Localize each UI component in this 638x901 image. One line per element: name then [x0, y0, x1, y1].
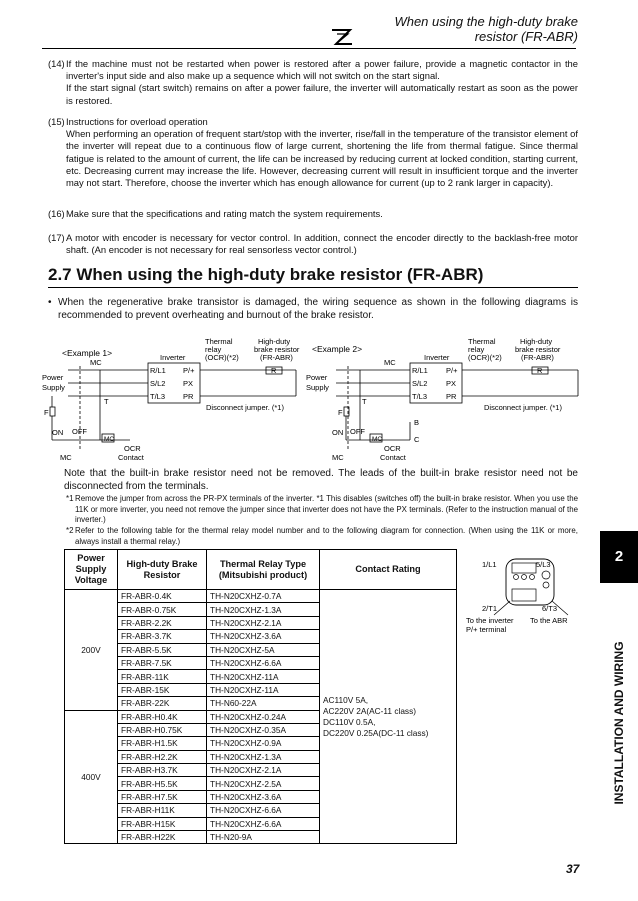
hd-label-1: High-duty	[258, 337, 291, 346]
terminal-5-l3: 5/L3	[536, 560, 551, 569]
paragraph-text: If the machine must not be restarted when power is restored after a power failure, provide a magnetic contactor in the inverter's input side and also make up a sequence which will not switch on the start signal.	[66, 58, 578, 82]
thermal-relay-cell: TH-N20CXHZ-0.35A	[207, 723, 320, 736]
jumper-label: Disconnect jumper. (*1)	[206, 403, 284, 412]
mc-coil-label: MC	[104, 436, 115, 443]
header-power-supply: Power Supply Voltage	[65, 550, 118, 590]
brake-resistor-cell: FR-ABR-11K	[118, 670, 207, 683]
rl1-label-2: R/L1	[412, 366, 428, 375]
hd-label-2: brake resistor	[254, 345, 300, 354]
chapter-side-label	[601, 590, 637, 855]
thermal-relay-cell: TH-N20CXHZ-11A	[207, 670, 320, 683]
brake-resistor-cell: FR-ABR-0.4K	[118, 590, 207, 603]
brake-resistor-cell: FR-ABR-H2.2K	[118, 750, 207, 763]
table-header-row	[65, 550, 457, 590]
px-label-2: PX	[446, 379, 457, 388]
pr-label-2: PR	[446, 392, 457, 401]
thermal-relay-cell: TH-N20-9A	[207, 831, 320, 844]
paragraph-number: (17)	[48, 232, 65, 243]
tl3-label-2: T/L3	[412, 392, 428, 401]
bullet-item	[48, 296, 578, 322]
thermal-relay-cell: TH-N20CXHZ-0.7A	[207, 590, 320, 603]
brake-resistor-cell: FR-ABR-3.7K	[118, 630, 207, 643]
hd-label-5: brake resistor	[515, 345, 561, 354]
running-header	[394, 14, 578, 44]
section-title: 2.7 When using the high-duty brake resistor (FR-ABR)	[48, 265, 484, 284]
tl3-label: T/L3	[150, 392, 166, 401]
paragraph-17	[48, 232, 578, 256]
terminal-2-t1: 2/T1	[482, 604, 498, 613]
sl2-label: S/L2	[150, 379, 166, 388]
contact-rating-line: DC110V 0.5A,	[323, 716, 376, 727]
on-label-2: ON	[332, 428, 344, 437]
brake-resistor-cell: FR-ABR-0.75K	[118, 603, 207, 616]
supply-label-2: Supply	[306, 383, 329, 392]
header-brake-resistor: High-duty Brake Resistor	[118, 550, 207, 590]
f-label: F	[44, 408, 49, 417]
hd-label-3: (FR-ABR)	[260, 353, 293, 362]
terminal-6-t3: 6/T3	[542, 604, 558, 613]
brake-resistor-cell: FR-ABR-H3.7K	[118, 764, 207, 777]
paragraph-text-2: When performing an operation of frequent start/stop with the inverter, rise/fall in the temperature of the transistor element of the inverter will repeat due to a continuous flow of large current, shortening the life from thermal fatigue. Since thermal fatigue is related to the amount of current, the life can be increased by reducing current at locked condition, starting current, etc. Decreasing current may increase the life. However, decreasing current will result in insufficient torque and the inverter may not start. Therefore, choose the inverter which has enough allowance for current (up to 2 rank larger in capacity).	[66, 128, 578, 189]
wiring-diagrams	[0, 330, 638, 465]
ocr-relay-label-2: (OCR)(*2)	[468, 353, 502, 362]
page-number: 37	[566, 862, 580, 876]
paragraph-text-2: If the start signal (start switch) remains on after a power failure, the inverter will automatically restart as soon as the power is restored.	[66, 82, 578, 106]
brake-resistor-cell: FR-ABR-H1.5K	[118, 737, 207, 750]
relay-label-2: relay	[468, 345, 485, 354]
footnote-text: Refer to the following table for the thermal relay model number and to the following diagram for connection. (When using the 11K or more, always install a thermal relay.)	[75, 526, 578, 546]
mc-coil-label-2: MC	[372, 436, 383, 443]
contact-label-2: Contact	[380, 453, 406, 462]
p-label-2: P/+	[446, 366, 458, 375]
thermal-relay-connection-figure	[458, 553, 590, 633]
thermal-relay-cell: TH-N20CXHZ-3.6A	[207, 790, 320, 803]
paragraph-14	[48, 58, 578, 107]
mc-label-2: MC	[60, 453, 72, 462]
header-thermal-relay: Thermal Relay Type (Mitsubishi product)	[207, 550, 320, 590]
table-row	[65, 590, 457, 603]
t-label: T	[104, 397, 109, 406]
thermal-relay-cell: TH-N20CXHZ-6.6A	[207, 804, 320, 817]
mc-label-4: MC	[332, 453, 344, 462]
terminal-1-l1: 1/L1	[482, 560, 497, 569]
mc-label-3: MC	[384, 358, 396, 367]
table-body	[65, 590, 457, 844]
ocr-label-2: OCR	[384, 444, 401, 453]
off-label: OFF	[72, 427, 87, 436]
thermal-relay-cell: TH-N20CXHZ-1.3A	[207, 603, 320, 616]
thermal-relay-cell: TH-N20CXHZ-2.1A	[207, 764, 320, 777]
section-rule	[48, 287, 578, 288]
t-label-2: T	[362, 397, 367, 406]
brake-resistor-cell: FR-ABR-22K	[118, 697, 207, 710]
brake-resistor-cell: FR-ABR-7.5K	[118, 656, 207, 669]
footnote-1	[66, 494, 578, 526]
contact-label: Contact	[118, 453, 144, 462]
contact-rating-line: AC110V 5A,	[323, 694, 369, 705]
chapter-side-text: INSTALLATION AND WIRING	[612, 640, 626, 805]
chapter-tab: 2	[600, 531, 638, 583]
inverter-label: Inverter	[160, 353, 186, 362]
brake-resistor-cell: FR-ABR-H0.75K	[118, 723, 207, 736]
example-1-diagram	[42, 337, 300, 462]
thermal-relay-cell: TH-N20CXHZ-0.24A	[207, 710, 320, 723]
on-label: ON	[52, 428, 64, 437]
paragraph-text: A motor with encoder is necessary for vector control. In addition, connect the encoder directly to the backlash-free motor shaft. (An encoder is not necessary for real sensorless vector control.)	[66, 232, 578, 256]
note-text: Note that the built-in brake resistor need not be removed. The leads of the built-in brake resistor need not be disconnected from the terminals.	[64, 468, 578, 492]
caption-to-inverter: To the inverter	[466, 616, 514, 625]
example-2-diagram	[306, 337, 578, 462]
voltage-200v: 200V	[65, 590, 118, 711]
brake-resistor-cell: FR-ABR-15K	[118, 683, 207, 696]
ocr-label: OCR	[124, 444, 141, 453]
r-label: R	[271, 366, 277, 375]
footnote-text: Remove the jumper from across the PR-PX terminals of the inverter. *1 This disables (switches off) the built-in brake resistor. When you use the 11K or more inverter, you need not remove the jumper since that inverter does not have the PX terminals. (Refer to the instruction manual of the inverter.)	[75, 494, 578, 524]
thermal-label-2: Thermal	[468, 337, 496, 346]
thermal-relay-cell: TH-N20CXHZ-2.1A	[207, 616, 320, 629]
brake-resistor-cell: FR-ABR-H5.5K	[118, 777, 207, 790]
thermal-relay-cell: TH-N20CXHZ-5A	[207, 643, 320, 656]
example-2-label: <Example 2>	[312, 344, 363, 354]
inverter-label-2: Inverter	[424, 353, 450, 362]
brake-resistor-cell: FR-ABR-H7.5K	[118, 790, 207, 803]
pr-label: PR	[183, 392, 194, 401]
brake-resistor-cell: FR-ABR-2.2K	[118, 616, 207, 629]
brake-resistor-cell: FR-ABR-H11K	[118, 804, 207, 817]
brake-resistor-cell: FR-ABR-H15K	[118, 817, 207, 830]
thermal-relay-cell: TH-N20CXHZ-6.6A	[207, 656, 320, 669]
thermal-relay-cell: TH-N20CXHZ-1.3A	[207, 750, 320, 763]
thermal-relay-table	[64, 549, 457, 844]
brake-resistor-cell: FR-ABR-5.5K	[118, 643, 207, 656]
bullet-text: When the regenerative brake transistor is damaged, the wiring sequence as shown in the following diagrams is recommended to prevent overheating and burnout of the brake resistor.	[58, 297, 578, 321]
relay-label: relay	[205, 345, 222, 354]
thermal-relay-cell: TH-N20CXHZ-0.9A	[207, 737, 320, 750]
mc-label: MC	[90, 358, 102, 367]
hd-label-6: (FR-ABR)	[521, 353, 554, 362]
p-label: P/+	[183, 366, 195, 375]
caption-to-abr: To the ABR	[530, 616, 568, 625]
voltage-400v: 400V	[65, 710, 118, 844]
r-label-2: R	[537, 366, 543, 375]
paragraph-text: Make sure that the specifications and rating match the system requirements.	[66, 208, 383, 219]
paragraph-15	[48, 116, 578, 189]
ocr-relay-label: (OCR)(*2)	[205, 353, 239, 362]
thermal-relay-cell: TH-N20CXHZ-6.6A	[207, 817, 320, 830]
contact-rating-line: DC220V 0.25A(DC-11 class)	[323, 727, 429, 738]
contact-rating-line: AC220V 2A(AC-11 class)	[323, 705, 416, 716]
sl2-label-2: S/L2	[412, 379, 428, 388]
bullet-symbol: •	[48, 297, 52, 308]
paragraph-number: (16)	[48, 208, 65, 219]
header-title-line2: resistor (FR-ABR)	[474, 29, 578, 44]
thermal-relay-cell: TH-N20CXHZ-2.5A	[207, 777, 320, 790]
hd-label-4: High-duty	[520, 337, 553, 346]
header-rule	[42, 48, 576, 49]
thermal-relay-cell: TH-N20CXHZ-11A	[207, 683, 320, 696]
power-label-2: Power	[306, 373, 328, 382]
brake-resistor-cell: FR-ABR-H0.4K	[118, 710, 207, 723]
paragraph-number: (14)	[48, 58, 65, 69]
paragraph-number: (15)	[48, 116, 65, 127]
jumper-label-2: Disconnect jumper. (*1)	[484, 403, 562, 412]
caption-p-terminal: P/+ terminal	[466, 625, 507, 633]
footnote-2	[66, 526, 578, 547]
thermal-label: Thermal	[205, 337, 233, 346]
chapter-logo-icon	[330, 28, 354, 46]
c-label: C	[414, 435, 420, 444]
f-label-2: F	[338, 408, 343, 417]
footnote-mark: *2	[66, 526, 74, 535]
footnote-mark: *1	[66, 494, 74, 503]
px-label: PX	[183, 379, 194, 388]
b-label: B	[414, 418, 420, 427]
thermal-relay-cell: TH-N20CXHZ-3.6A	[207, 630, 320, 643]
off-label-2: OFF	[350, 427, 365, 436]
power-label: Power	[42, 373, 64, 382]
rl1-label: R/L1	[150, 366, 166, 375]
header-contact-rating: Contact Rating	[320, 550, 457, 590]
contact-rating-cell	[320, 590, 457, 844]
supply-label: Supply	[42, 383, 65, 392]
header-title-line1: When using the high-duty brake	[394, 14, 578, 29]
paragraph-16	[48, 208, 578, 220]
thermal-relay-cell: TH-N60-22A	[207, 697, 320, 710]
brake-resistor-cell: FR-ABR-H22K	[118, 831, 207, 844]
example-1-label: <Example 1>	[62, 348, 113, 358]
paragraph-text: Instructions for overload operation	[66, 116, 208, 127]
